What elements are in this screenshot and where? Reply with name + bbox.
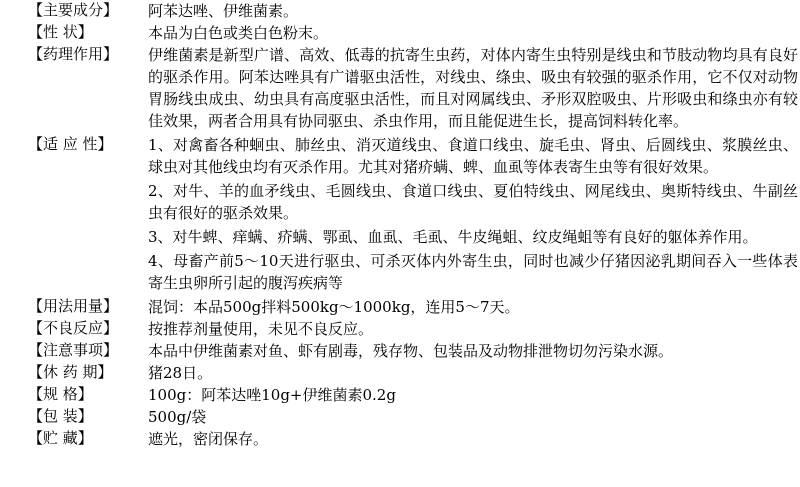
value-adverse-reactions: 按推荐剂量使用，未见不良反应。	[148, 320, 374, 338]
product-instructions	[28, 0, 798, 450]
indication-item-1: 1、对禽畜各种蛔虫、肺丝虫、消灭道线虫、食道口线虫、旋毛虫、肾虫、后圆线虫、浆膜丝虫、球虫对其他线虫均有灭杀作用。尤其对猪疥螨、蜱、血虱等体表寄生虫等有很好效果。	[148, 136, 798, 176]
row-dosage	[28, 296, 798, 318]
label-main-ingredients: 【主要成分】	[28, 1, 119, 19]
value-packaging: 500g/袋	[148, 408, 207, 426]
label-adverse-reactions: 【不良反应】	[28, 319, 119, 337]
indications-list	[148, 134, 798, 296]
label-storage: 【贮 藏】	[28, 429, 93, 447]
row-adverse-reactions	[28, 318, 798, 340]
indication-item-3: 3、对牛蜱、痒螨、疥螨、鄂虱、血虱、毛虱、牛皮绳蛆、纹皮绳蛆等有良好的躯体养作用。	[148, 228, 758, 246]
label-indications: 【适 应 性】	[28, 135, 113, 153]
indication-item-4: 4、母畜产前5～10天进行驱虫、可杀灭体内外寄生虫，同时也减少仔猪因泌乳期间吞入一些体表寄生虫卵所引起的腹泻疾病等	[148, 252, 798, 292]
value-appearance: 本品为白色或类白色粉末。	[148, 24, 329, 42]
label-appearance: 【性 状】	[28, 23, 93, 41]
row-appearance	[28, 22, 798, 44]
label-packaging: 【包 装】	[28, 407, 93, 425]
value-main-ingredients: 阿苯达唑、伊维菌素。	[148, 2, 299, 20]
value-storage: 遮光，密闭保存。	[148, 430, 269, 448]
value-dosage: 混饲：本品500g拌料500kg～1000kg，连用5～7天。	[148, 298, 520, 316]
row-specification	[28, 384, 798, 406]
row-indications	[28, 134, 798, 296]
row-pharmacology	[28, 44, 798, 134]
indication-item-2: 2、对牛、羊的血矛线虫、毛圆线虫、食道口线虫、夏伯特线虫、网尾线虫、奥斯特线虫、牛副丝虫有很好的驱杀效果。	[148, 182, 798, 222]
label-pharmacology: 【药理作用】	[28, 45, 119, 63]
value-withdrawal-period: 猪28日。	[148, 364, 213, 382]
label-specification: 【规 格】	[28, 385, 93, 403]
label-withdrawal-period: 【休 药 期】	[28, 363, 113, 381]
label-dosage: 【用法用量】	[28, 297, 119, 315]
label-precautions: 【注意事项】	[28, 341, 119, 359]
row-precautions	[28, 340, 798, 362]
row-storage	[28, 428, 798, 450]
value-pharmacology: 伊维菌素是新型广谱、高效、低毒的抗寄生虫药，对体内寄生虫特别是线虫和节肢动物均具有良好的驱杀作用。阿苯达唑具有广谱驱虫活性，对线虫、绦虫、吸虫有较强的驱杀作用，它不仅对动物胃肠线虫成虫、幼虫具有高度驱虫活性，而且对网属线虫、矛形双腔吸虫、片形吸虫和绦虫亦有较佳效果，两者合用具有协同驱虫、杀虫作用，而且能促进生长，提高饲料转化率。	[148, 46, 798, 130]
row-withdrawal-period	[28, 362, 798, 384]
value-precautions: 本品中伊维菌素对鱼、虾有剧毒，残存物、包装品及动物排泄物切勿污染水源。	[148, 342, 674, 360]
row-main-ingredients	[28, 0, 798, 22]
value-specification: 100g：阿苯达唑10g+伊维菌素0.2g	[148, 386, 396, 404]
row-packaging	[28, 406, 798, 428]
